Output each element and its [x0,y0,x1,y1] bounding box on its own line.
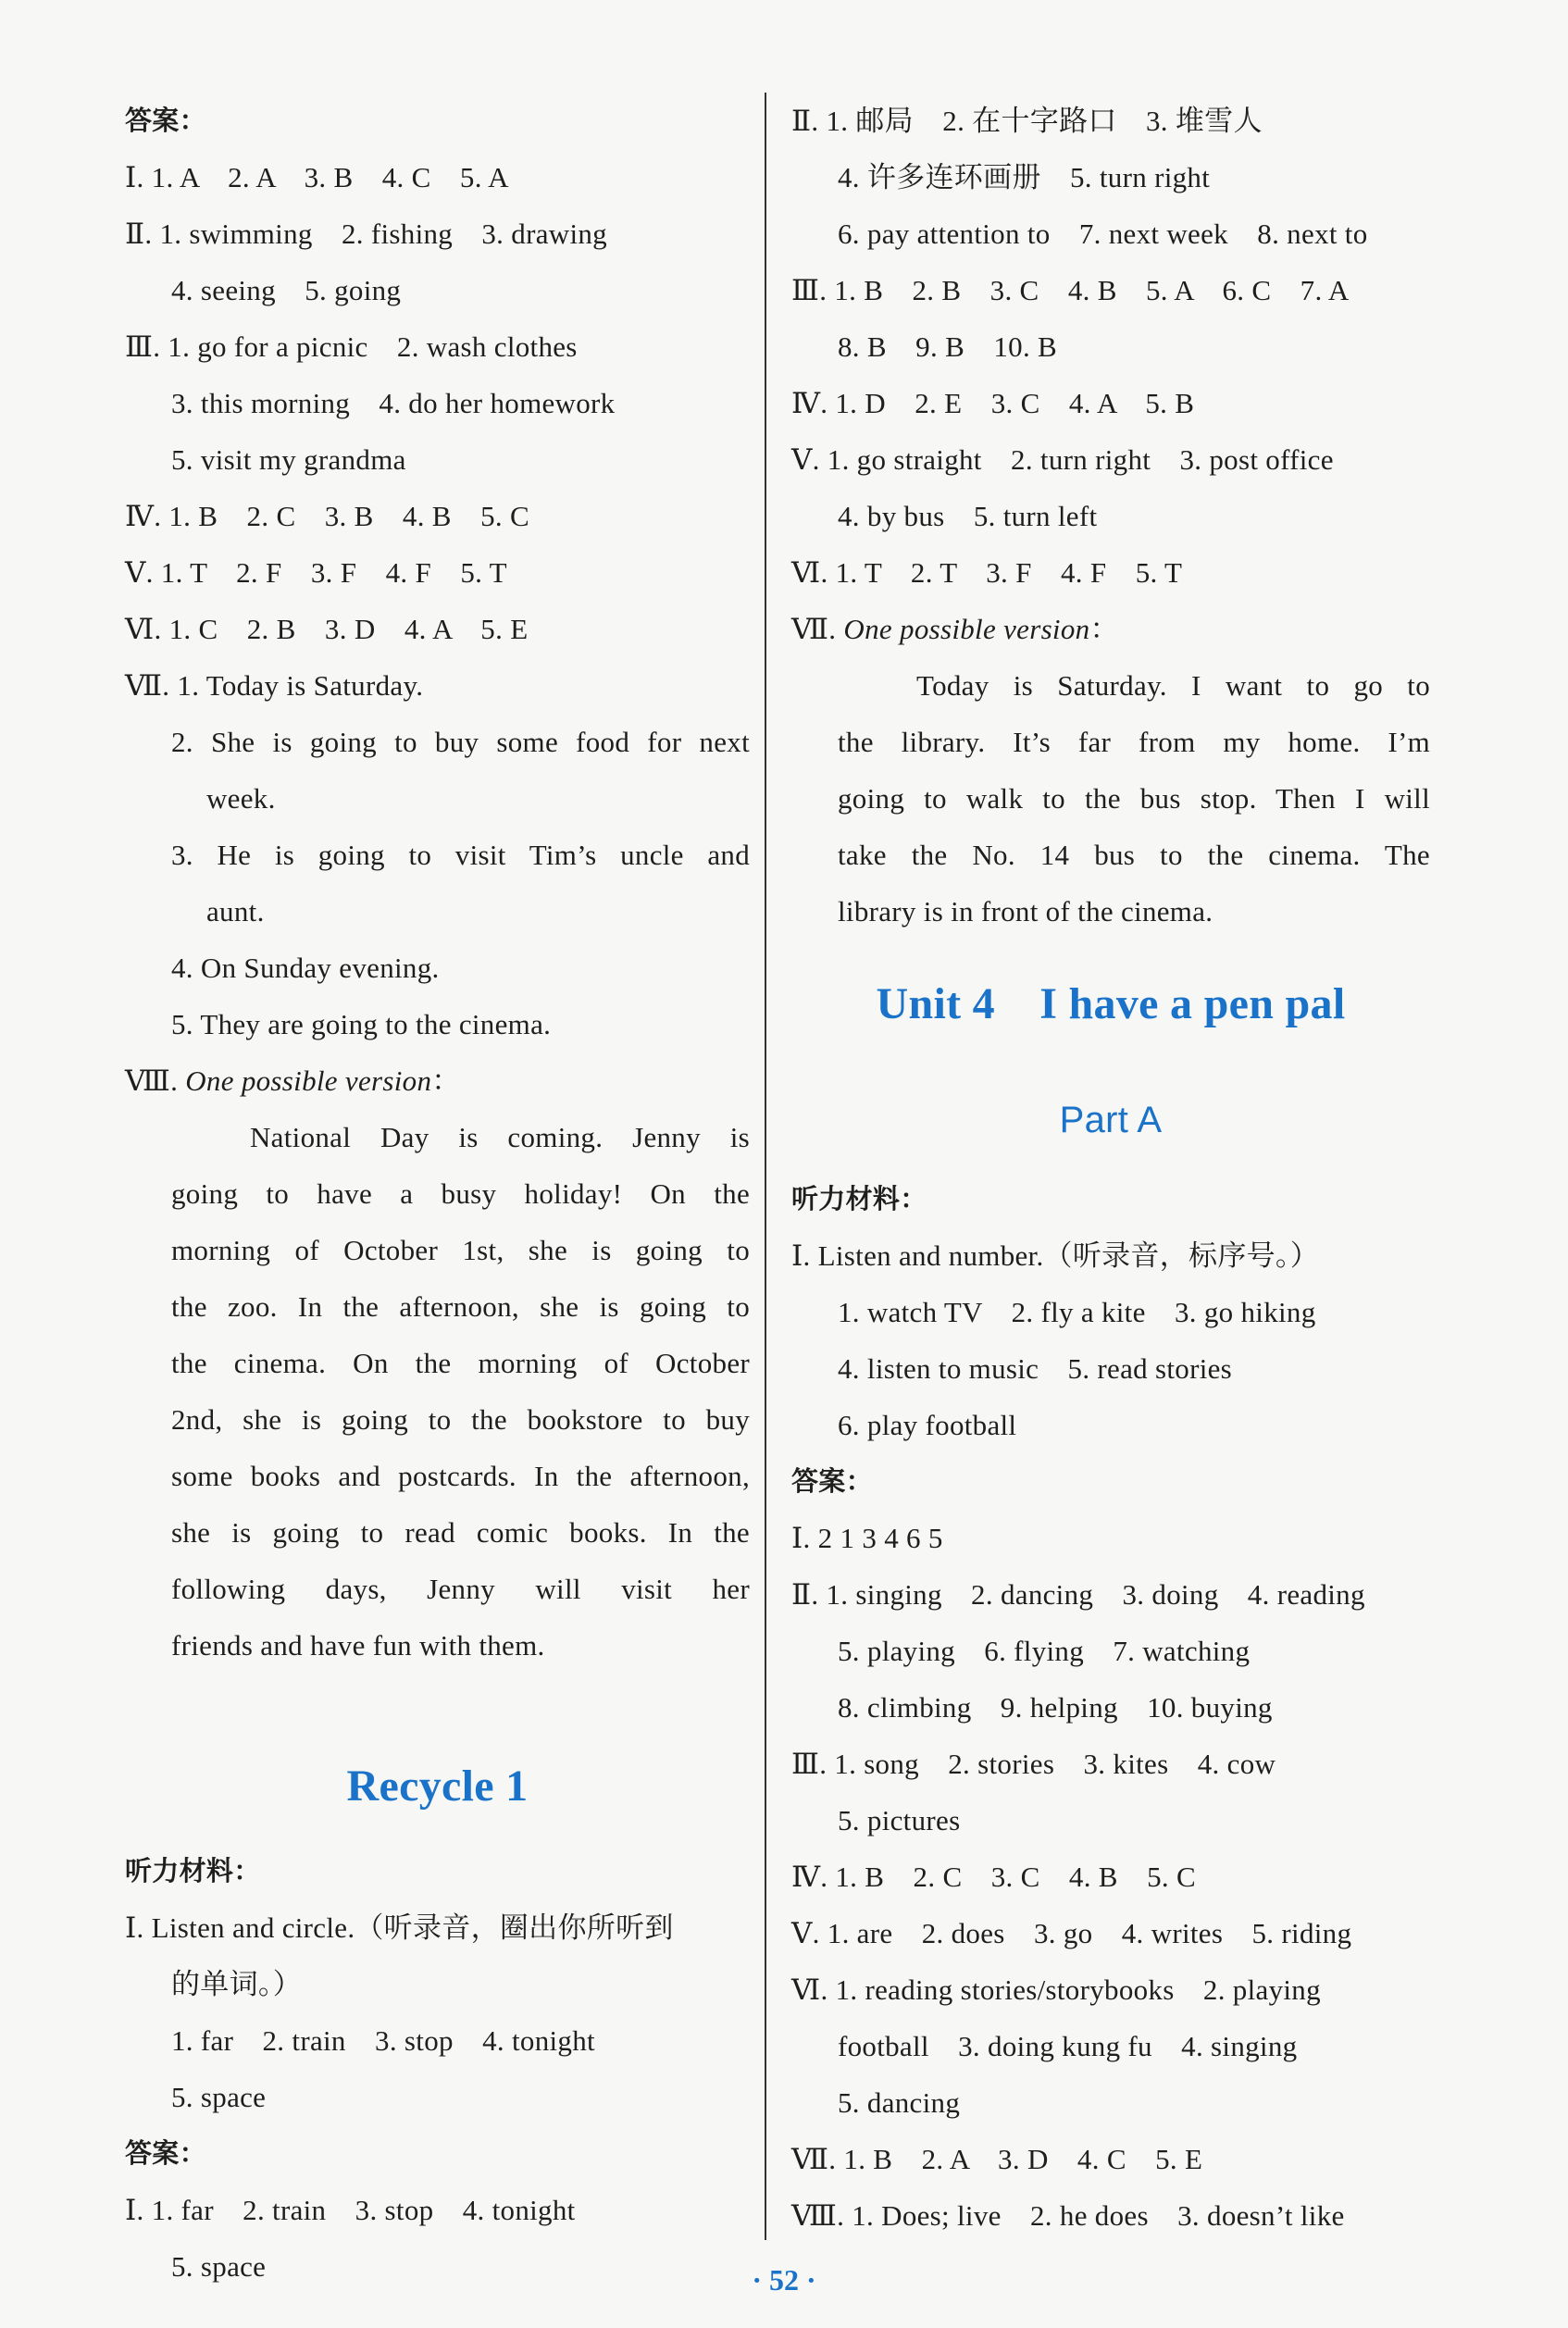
answer-line [125,1674,750,1730]
answer-line: Ⅰ. Listen and circle.（听录音，圈出你所听到 [125,1911,674,1944]
answer-line: Ⅷ. One possible version： [125,1064,461,1097]
answer-line: Ⅳ. 1. B 2. C 3. C 4. B 5. C [791,1861,1196,1893]
answer-line: going to have a busy holiday! On the [171,1177,750,1210]
answer-line: 8. B 9. B 10. B [838,330,1058,363]
answer-line: football 3. doing kung fu 4. singing [838,2030,1298,2062]
section-label: 听力材料： [125,1855,261,1886]
answer-line: Ⅰ. Listen and number.（听录音，标序号。） [791,1239,1320,1272]
answer-line: the library. It’s far from my home. I’m [838,726,1430,758]
answer-line: the zoo. In the afternoon, she is going to [171,1290,750,1323]
answer-line: week. [206,782,276,815]
answer-line: 6. pay attention to 7. next week 8. next to [838,218,1368,250]
section-title: Unit 4 I have a pen pal [876,979,1346,1028]
answer-line: Ⅵ. 1. T 2. T 3. F 4. F 5. T [791,556,1183,589]
answer-line: Ⅵ. 1. reading stories/storybooks 2. playing [791,1973,1321,2006]
answer-line: 1. watch TV 2. fly a kite 3. go hiking [838,1296,1316,1328]
answer-line: 的单词。） [171,1968,302,2000]
answer-line: friends and have fun with them. [171,1629,545,1662]
section-label: 答案： [791,1465,873,1497]
answer-line: 4. On Sunday evening. [171,952,440,984]
answer-line: Ⅳ. 1. D 2. E 3. C 4. A 5. B [791,387,1195,419]
answer-line: Ⅴ. 1. T 2. F 3. F 4. F 5. T [125,556,507,589]
answer-line: 4. listen to music 5. read stories [838,1352,1233,1385]
answer-line: Today is Saturday. I want to go to [916,669,1430,702]
answer-line: 4. by bus 5. turn left [838,500,1098,532]
answer-line: Ⅳ. 1. B 2. C 3. B 4. B 5. C [125,500,529,532]
answer-line: library is in front of the cinema. [838,895,1213,927]
answer-line: going to walk to the bus stop. Then I will [838,782,1430,815]
answer-line: 5. space [171,2081,267,2113]
answer-line: 1. far 2. train 3. stop 4. tonight [171,2024,595,2057]
answer-line: Ⅰ. 1. far 2. train 3. stop 4. tonight [125,2194,576,2226]
answer-line: following days, Jenny will visit her [171,1573,750,1605]
answer-line: she is going to read comic books. In the [171,1516,750,1549]
right-column [791,93,1430,2244]
answer-line: 2. She is going to buy some food for next [171,726,750,758]
answer-line: take the No. 14 bus to the cinema. The [838,839,1430,871]
answer-line: Ⅰ. 1. A 2. A 3. B 4. C 5. A [125,161,509,193]
answer-line: 5. They are going to the cinema. [171,1008,552,1040]
left-column [125,93,750,2295]
answer-line: 2nd, she is going to the bookstore to buy [171,1403,750,1436]
answer-line: 5. space [171,2250,267,2283]
section-label: 答案： [125,2137,206,2169]
answer-line: 5. playing 6. flying 7. watching [838,1635,1251,1667]
answer-line: 5. dancing [838,2086,961,2119]
answer-line: Ⅶ. One possible version： [791,613,1119,645]
answer-line: 8. climbing 9. helping 10. buying [838,1691,1273,1724]
answer-line: the cinema. On the morning of October [171,1347,750,1379]
answer-line: Ⅵ. 1. C 2. B 3. D 4. A 5. E [125,613,529,645]
answer-line: Ⅲ. 1. go for a picnic 2. wash clothes [125,330,578,363]
answer-line: 3. this morning 4. do her homework [171,387,616,419]
answer-line: Ⅰ. 2 1 3 4 6 5 [791,1522,943,1554]
section-title: Recycle 1 [346,1762,529,1811]
answer-line: Ⅲ. 1. song 2. stories 3. kites 4. cow [791,1748,1276,1780]
answer-line: Ⅱ. 1. 邮局 2. 在十字路口 3. 堆雪人 [791,105,1263,137]
page-number: · 52 · [752,2263,816,2297]
section-label: 答案： [125,105,206,136]
answer-line: Ⅱ. 1. singing 2. dancing 3. doing 4. reading [791,1578,1365,1611]
answer-line: Ⅴ. 1. go straight 2. turn right 3. post office [791,443,1334,476]
answer-line: National Day is coming. Jenny is [250,1121,750,1153]
answer-line: Ⅴ. 1. are 2. does 3. go 4. writes 5. riding [791,1917,1352,1949]
answer-line: Ⅷ. 1. Does; live 2. he does 3. doesn’t like [791,2199,1345,2232]
answer-line: 4. seeing 5. going [171,274,402,306]
answer-line: Ⅶ. 1. Today is Saturday. [125,669,424,702]
part-heading: Part A [1059,1100,1163,1140]
answer-line: Ⅲ. 1. B 2. B 3. C 4. B 5. A 6. C 7. A [791,274,1350,306]
answer-line: 5. pictures [838,1804,961,1836]
answer-line: some books and postcards. In the afternoon, [171,1460,750,1492]
answer-line: Ⅱ. 1. swimming 2. fishing 3. drawing [125,218,607,250]
section-label: 听力材料： [791,1183,927,1214]
answer-line: morning of October 1st, she is going to [171,1234,750,1266]
answer-line: aunt. [206,895,265,927]
answer-line: Ⅶ. 1. B 2. A 3. D 4. C 5. E [791,2143,1203,2175]
answer-line: 5. visit my grandma [171,443,406,476]
column-divider [765,93,766,2240]
answer-line: 4. 许多连环画册 5. turn right [838,161,1211,193]
answer-line: 6. play football [838,1409,1017,1441]
answer-line: 3. He is going to visit Tim’s uncle and [171,839,750,871]
